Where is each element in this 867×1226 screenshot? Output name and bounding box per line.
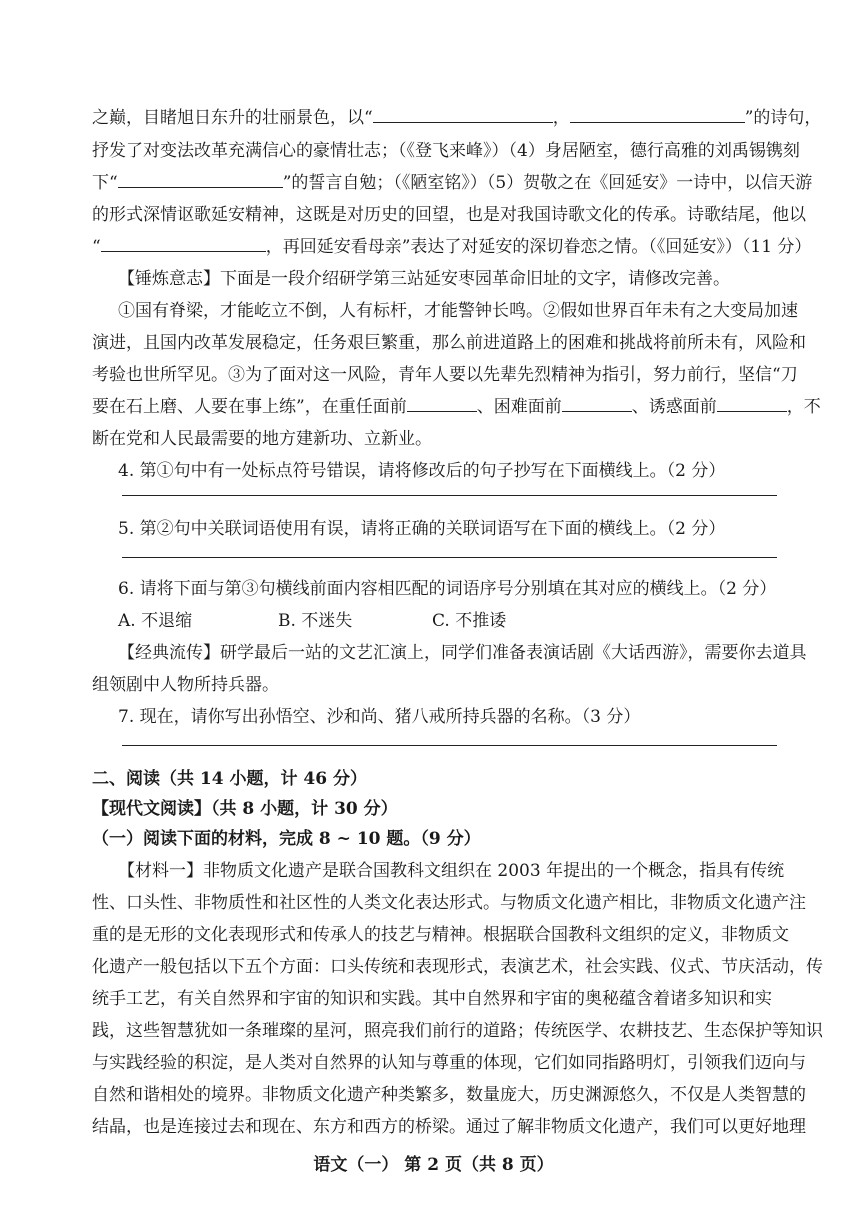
material-line: 重的是无形的文化表现形式和传承人的技艺与精神。根据联合国教科文组织的定义，非物质文: [92, 925, 789, 945]
material-line: 化遗产一般包括以下五个方面：口头传统和表现形式，表演艺术，社会实践、仪式、节庆活动，传: [92, 957, 823, 977]
passage-line: ①国有脊梁，才能屹立不倒，人有标杆，才能警钟长鸣。②假如世界百年未有之大变局加速: [118, 301, 798, 321]
material-line: 践，这些智慧犹如一条璀璨的星河，照亮我们前行的道路；传统医学、农耕技艺、生态保护等知识: [92, 1021, 823, 1041]
text: “: [92, 237, 101, 257]
material-line: 【材料一】非物质文化遗产是联合国教科文组织在 2003 年提出的一个概念，指具有传统: [118, 861, 785, 881]
subsection-title: 【现代文阅读】（共 8 小题，计 30 分）: [92, 799, 398, 819]
text: ，再回延安看母亲”表达了对延安的深切眷恋之情。（《回延安》）（11 分）: [265, 237, 812, 257]
material-line: 结晶，也是连接过去和现在、东方和西方的桥梁。通过了解非物质文化遗产，我们可以更好地理: [92, 1117, 806, 1137]
text: 之巅，目睹旭日东升的壮丽景色，以“: [92, 108, 373, 128]
answer-line-q4[interactable]: [122, 495, 777, 496]
text: ”的诗句，: [744, 108, 822, 128]
text: ”的誓言自勉；（《陋室铭》）（5）贺敬之在《回延安》一诗中，以信天游: [282, 173, 813, 193]
text: 要在石上磨、人要在事上练”，在重任面前: [92, 397, 407, 417]
passage-line: 演进，且国内改革发展稳定，任务艰巨繁重，那么前进道路上的困难和挑战将前所未有，风险和: [92, 333, 806, 353]
material-line: 与实践经验的积淀，是人类对自然界的认知与尊重的体现，它们如同指路明灯，引领我们迈向与: [92, 1053, 806, 1073]
text: ，: [552, 108, 570, 128]
section-2-title: 二、阅读（共 14 小题，计 46 分）: [92, 769, 367, 789]
question-4: 4. 第①句中有一处标点符号错误，请将修改后的句子抄写在下面横线上。（2 分）: [118, 461, 726, 481]
page-footer: 语文（一） 第 2 页（共 8 页）: [313, 1155, 554, 1175]
text: 、困难面前: [476, 397, 562, 417]
answer-line-q5[interactable]: [122, 557, 777, 558]
blank-fill[interactable]: [118, 173, 283, 188]
question-5: 5. 第②句中关联词语使用有误，请将正确的关联词语写在下面的横线上。（2 分）: [118, 519, 726, 539]
question-7: 7. 现在，请你写出孙悟空、沙和尚、猪八戒所持兵器的名称。（3 分）: [118, 707, 641, 727]
text: ，不: [786, 397, 821, 417]
poem-line-2: 抒发了对变法改革充满信心的豪情壮志；（《登飞来峰》）（4）身居陋室，德行高雅的刘禹锡镌刻: [92, 141, 800, 161]
passage-line: 组领剧中人物所持兵器。: [92, 675, 279, 695]
blank-fill[interactable]: [717, 397, 787, 412]
option-b: B. 不迷失: [278, 611, 353, 631]
section-heading-classic: 【经典流传】研学最后一站的文艺汇演上，同学们准备表演话剧《大话西游》，需要你去道具: [118, 643, 807, 663]
poem-line-1: [92, 107, 821, 129]
option-c: C. 不推诿: [432, 611, 507, 631]
blank-fill[interactable]: [562, 397, 632, 412]
blank-fill[interactable]: [101, 237, 266, 252]
blank-fill[interactable]: [570, 108, 745, 123]
poem-line-3: [92, 172, 812, 194]
poem-line-4: 的形式深情讴歌延安精神，这既是对历史的回望，也是对我国诗歌文化的传承。诗歌结尾，他以: [92, 205, 806, 225]
passage-line: 断在党和人民最需要的地方建新功、立新业。: [92, 429, 432, 449]
material-line: 自然和谐相处的境界。非物质文化遗产种类繁多，数量庞大，历史渊源悠久，不仅是人类智慧的: [92, 1085, 806, 1105]
subsection-instruction: （一）阅读下面的材料，完成 8 ~ 10 题。（9 分）: [92, 829, 481, 849]
poem-line-5: [92, 236, 811, 258]
blank-fill[interactable]: [373, 108, 553, 123]
material-line: 性、口头性、非物质性和社区性的人类文化表达形式。与物质文化遗产相比，非物质文化遗产注: [92, 893, 806, 913]
question-6: 6. 请将下面与第③句横线前面内容相匹配的词语序号分别填在其对应的横线上。（2 分）: [118, 579, 777, 599]
answer-line-q7[interactable]: [122, 745, 777, 746]
section-heading-will: 【锤炼意志】下面是一段介绍研学第三站延安枣园革命旧址的文字，请修改完善。: [118, 269, 730, 289]
material-line: 统手工艺，有关自然界和宇宙的知识和实践。其中自然界和宇宙的奥秘蕴含着诸多知识和实: [92, 989, 772, 1009]
text: 、诱惑面前: [631, 397, 717, 417]
passage-line: [92, 396, 821, 418]
blank-fill[interactable]: [407, 397, 477, 412]
text: 下“: [92, 173, 118, 193]
option-a: A. 不退缩: [118, 611, 193, 631]
passage-line: 考验也世所罕见。③为了面对这一风险，青年人要以先辈先烈精神为指引，努力前行，坚信“刀: [92, 365, 798, 385]
